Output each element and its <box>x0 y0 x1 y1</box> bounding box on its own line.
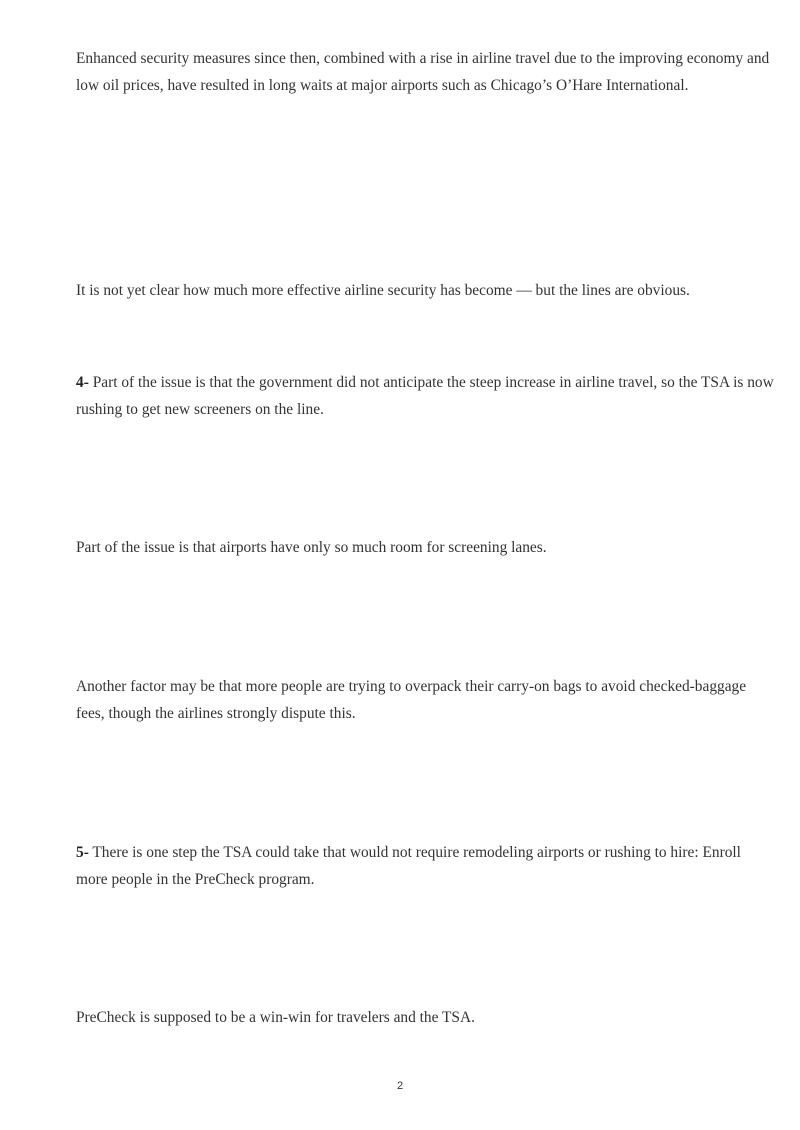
paragraph-3 <box>76 369 776 423</box>
paragraph-1 <box>76 45 776 99</box>
paragraph-text: It is not yet clear how much more effective airline security has become — but the lines are obvious. <box>76 282 690 299</box>
paragraph-number: 4- <box>76 374 89 391</box>
paragraph-6 <box>76 839 776 893</box>
paragraph-text: Another factor may be that more people are trying to overpack their carry-on bags to avoid checked-baggage fees, though the airlines strongly dispute this. <box>76 678 747 722</box>
paragraph-text: There is one step the TSA could take that would not require remodeling airports or rushing to hire: Enroll more people in the PreCheck program. <box>76 844 741 888</box>
page-number: 2 <box>396 1080 404 1092</box>
paragraph-2 <box>76 277 776 304</box>
paragraph-text: Part of the issue is that airports have only so much room for screening lanes. <box>76 539 547 556</box>
paragraph-text: PreCheck is supposed to be a win-win for travelers and the TSA. <box>76 1009 475 1026</box>
paragraph-text: Part of the issue is that the government did not anticipate the steep increase in airline travel, so the TSA is now rushing to get new screeners on the line. <box>76 374 774 418</box>
paragraph-4 <box>76 534 776 561</box>
paragraph-number: 5- <box>76 844 89 861</box>
paragraph-7 <box>76 1004 776 1031</box>
paragraph-text: Enhanced security measures since then, combined with a rise in airline travel due to the improving economy and low oil prices, have resulted in long waits at major airports such as Chicago’s O’Hare International. <box>76 50 770 94</box>
paragraph-5 <box>76 673 776 727</box>
